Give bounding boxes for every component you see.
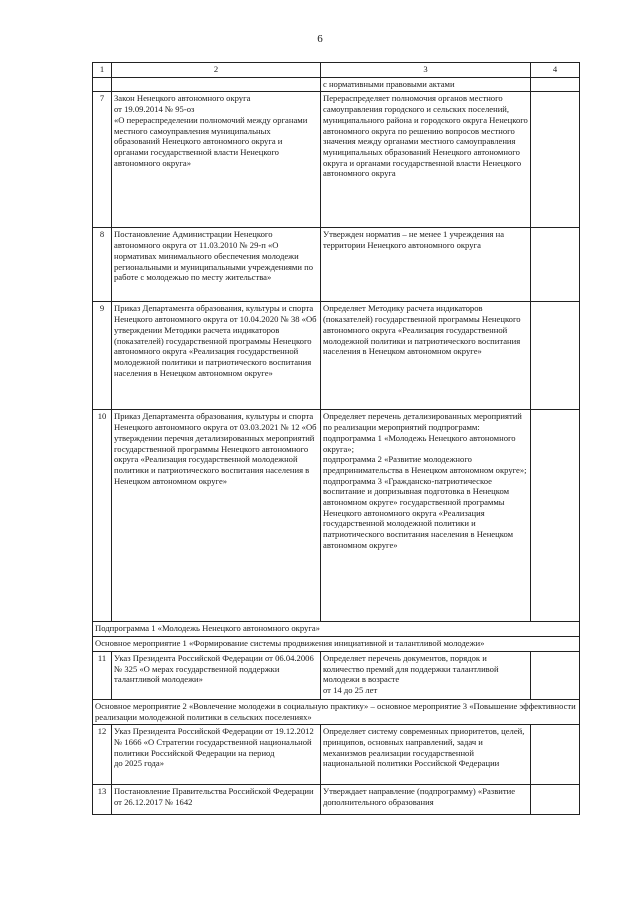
row-number: 7	[93, 92, 112, 228]
table-row-continuation	[93, 77, 580, 92]
table-row	[93, 725, 580, 785]
note-cell	[531, 77, 580, 92]
description-cell: Определяет Методику расчета индикаторов (показателей) государственной программы Ненецкого автономного округа «Реализация государственной молодежной политики и патриотического воспитания населения в Ненецком автономном округе»	[321, 302, 531, 410]
note-cell	[531, 725, 580, 785]
table-row	[93, 651, 580, 699]
note-cell	[531, 410, 580, 622]
description-cell: Определяет перечень детализированных мероприятий по реализации мероприятий подпрограмм: подпрограмма 1 «Молодежь Ненецкого автономного округа»; подпрограмма 2 «Развитие молодежного предпринимательства в Ненецком автономном округе»; подпрограмма 3 «Гражданско-патриотическое воспитание и допризывная подготовка в Ненецком автономном округе» государственной программы Ненецкого автономного округа «Реализация государственной молодежной политики и патриотического воспитания населения в Ненецком автономном округе»	[321, 410, 531, 622]
description-cell: Определяет перечень документов, порядок и количество премий для поддержки талантливой молодежи в возрасте от 14 до 25 лет	[321, 651, 531, 699]
description-cell: Определяет систему современных приоритетов, целей, принципов, основных направлений, задач и механизмов реализации государственной национальной политики Российской Федерации	[321, 725, 531, 785]
table-row	[93, 302, 580, 410]
header-cell-2: 2	[112, 63, 321, 78]
section-heading: Основное мероприятие 1 «Формирование системы продвижения инициативной и талантливой молодежи»	[93, 637, 580, 652]
section-heading-row	[93, 699, 580, 724]
row-number: 8	[93, 228, 112, 302]
legal-act-cell: Постановление Правительства Российской Федерации от 26.12.2017 № 1642	[112, 785, 321, 815]
table-row	[93, 410, 580, 622]
section-heading-row	[93, 622, 580, 637]
description-cell: Перераспределяет полномочия органов местного самоуправления городского и сельских поселений, муниципального района и городского округа Ненецкого автономного округа по решению вопросов местного значения между органами местного самоуправления муниципальных образований Ненецкого автономного округа и органами государственной власти Ненецкого автономного округа	[321, 92, 531, 228]
section-heading-row	[93, 637, 580, 652]
table-header-row	[93, 63, 580, 78]
note-cell	[531, 92, 580, 228]
section-heading: Подпрограмма 1 «Молодежь Ненецкого автономного округа»	[93, 622, 580, 637]
legal-act-cell: Постановление Администрации Ненецкого автономного округа от 11.03.2010 № 29-п «О нормативах минимального обеспечения молодежи региональными и муниципальными учреждениями по работе с молодежью по месту жительства»	[112, 228, 321, 302]
legal-act-cell: Указ Президента Российской Федерации от 19.12.2012 № 1666 «О Стратегии государственной национальной политики Российской Федерации на период до 2025 года»	[112, 725, 321, 785]
row-number	[93, 77, 112, 92]
legal-act-cell: Приказ Департамента образования, культуры и спорта Ненецкого автономного округа от 03.03.2021 № 12 «Об утверждении перечня детализированных мероприятий государственной программы Ненецкого автономного округа «Реализация государственной молодежной политики и патриотического воспитания населения в Ненецком автономном округе»	[112, 410, 321, 622]
page-number: 6	[317, 33, 323, 45]
note-cell	[531, 651, 580, 699]
table-row	[93, 228, 580, 302]
legal-act-cell: Закон Ненецкого автономного округа от 19.09.2014 № 95-оз «О перераспределении полномочий между органами местного самоуправления муниципальных образований Ненецкого автономного округа и органами государственной власти Ненецкого автономного округа»	[112, 92, 321, 228]
note-cell	[531, 785, 580, 815]
legal-act-cell	[112, 77, 321, 92]
row-number: 9	[93, 302, 112, 410]
row-number: 11	[93, 651, 112, 699]
table-row	[93, 785, 580, 815]
row-number: 13	[93, 785, 112, 815]
section-heading: Основное мероприятие 2 «Вовлечение молодежи в социальную практику» – основное мероприятие 3 «Повышение эффективности реализации молодежной политики в сельских поселениях»	[93, 699, 580, 724]
note-cell	[531, 228, 580, 302]
note-cell	[531, 302, 580, 410]
legal-act-cell: Указ Президента Российской Федерации от 06.04.2006 № 325 «О мерах государственной поддержки талантливой молодежи»	[112, 651, 321, 699]
header-cell-1: 1	[93, 63, 112, 78]
description-cell: Утверждает направление (подпрограмму) «Развитие дополнительного образования	[321, 785, 531, 815]
header-cell-3: 3	[321, 63, 531, 78]
legal-act-cell: Приказ Департамента образования, культуры и спорта Ненецкого автономного округа от 10.04.2020 № 38 «Об утверждении Методики расчета индикаторов (показателей) государственной программы Ненецкого автономного округа «Реализация государственной молодежной политики и патриотического воспитания населения в Ненецком автономном округе»	[112, 302, 321, 410]
description-cell: с нормативными правовыми актами	[321, 77, 531, 92]
row-number: 12	[93, 725, 112, 785]
description-cell: Утвержден норматив – не менее 1 учреждения на территории Ненецкого автономного округа	[321, 228, 531, 302]
row-number: 10	[93, 410, 112, 622]
table-row	[93, 92, 580, 228]
header-cell-4: 4	[531, 63, 580, 78]
legal-acts-table	[92, 62, 580, 815]
